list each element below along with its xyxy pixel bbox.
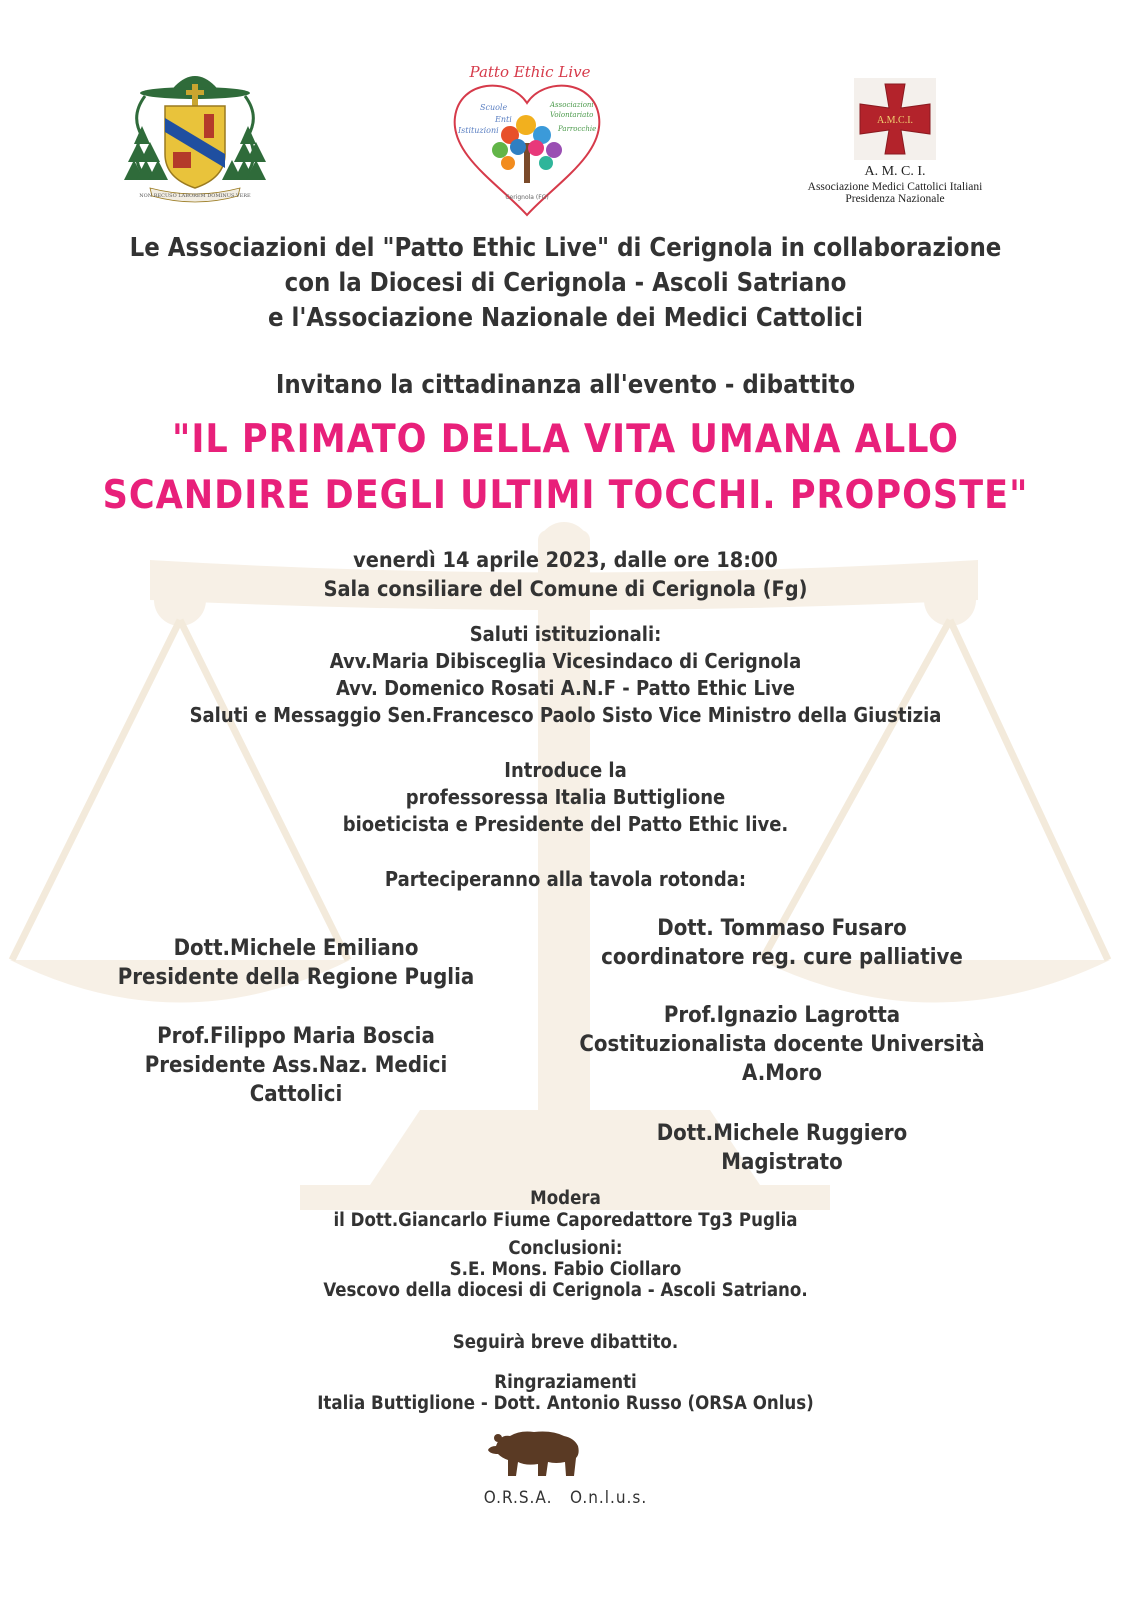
invite-line: Invitano la cittadinanza all'evento - dibattito xyxy=(275,370,856,400)
greetings-heading: Saluti istituzionali: xyxy=(469,622,662,646)
amci-subtitle: Presidenza Nazionale xyxy=(845,193,945,205)
speaker-right-1-role: coordinatore reg. cure palliative xyxy=(601,945,963,970)
speaker-left-2-name: Prof.Filippo Maria Boscia xyxy=(157,1024,435,1049)
patto-word-associazioni: Associazioni xyxy=(550,101,594,109)
speaker-right-2-role-1: Costituzionalista docente Università xyxy=(579,1032,985,1057)
event-venue: Sala consiliare del Comune di Cerignola (Fg) xyxy=(323,577,808,602)
patto-word-scuole: Scuole xyxy=(480,103,508,112)
amci-badge: A.M.C.I. xyxy=(876,115,914,126)
diocese-motto: NON RECUSO LABOREM DOMINUS VERE xyxy=(139,193,251,199)
speaker-left-1-name: Dott.Michele Emiliano xyxy=(173,936,419,961)
amci-name: Associazione Medici Cattolici Italiani xyxy=(807,181,983,193)
orsa-label: O.R.S.A. O.n.l.u.s. xyxy=(483,1488,648,1508)
speaker-left-2-role-2: Cattolici xyxy=(249,1082,343,1107)
patto-word-parrocchie: Parrocchie xyxy=(558,125,597,133)
amci-cross-icon xyxy=(854,78,936,160)
speaker-right-1-name: Dott. Tommaso Fusaro xyxy=(657,916,907,941)
event-date: venerdì 14 aprile 2023, dalle ore 18:00 xyxy=(353,548,778,573)
header-line-2: con la Diocesi di Cerignola - Ascoli Satriano xyxy=(284,268,847,298)
intro-line-1: Introduce la xyxy=(504,758,627,782)
intro-line-2: professoressa Italia Buttiglione xyxy=(405,785,726,809)
speaker-left-1-role: Presidente della Regione Puglia xyxy=(117,965,475,990)
greeting-line-3: Saluti e Messaggio Sen.Francesco Paolo Sisto Vice Ministro della Giustizia xyxy=(189,703,942,727)
thanks-line: Italia Buttiglione - Dott. Antonio Russo (ORSA Onlus) xyxy=(317,1393,814,1414)
amci-logo xyxy=(790,78,1000,205)
round-table-heading: Parteciperanno alla tavola rotonda: xyxy=(384,867,747,891)
diocese-coat-of-arms-icon xyxy=(120,66,270,206)
greeting-line-1: Avv.Maria Dibisceglia Vicesindaco di Cerignola xyxy=(329,649,802,673)
patto-word-istituzioni: Istituzioni xyxy=(458,126,499,135)
speaker-right-2-name: Prof.Ignazio Lagrotta xyxy=(663,1003,901,1028)
moderator-line: il Dott.Giancarlo Fiume Caporedattore Tg3 Puglia xyxy=(333,1210,798,1231)
event-title-line-1: "IL PRIMATO DELLA VITA UMANA ALLO xyxy=(172,417,959,462)
patto-word-enti: Enti xyxy=(495,115,512,124)
greeting-line-2: Avv. Domenico Rosati A.N.F - Patto Ethic Live xyxy=(335,676,796,700)
patto-word-volontariato: Volontariato xyxy=(550,111,594,119)
moderator-heading: Modera xyxy=(530,1188,601,1209)
debate-note: Seguirà breve dibattito. xyxy=(452,1332,679,1353)
conclusions-line-1: S.E. Mons. Fabio Ciollaro xyxy=(449,1259,682,1280)
patto-logo-title: Patto Ethic Live xyxy=(469,63,591,81)
header-line-3: e l'Associazione Nazionale dei Medici Cattolici xyxy=(267,303,864,333)
speaker-right-2-role-2: A.Moro xyxy=(742,1061,822,1086)
conclusions-heading: Conclusioni: xyxy=(508,1238,623,1259)
intro-line-3: bioeticista e Presidente del Patto Ethic live. xyxy=(342,812,789,836)
thanks-heading: Ringraziamenti xyxy=(494,1372,637,1393)
amci-acronym: A. M. C. I. xyxy=(864,164,926,179)
patto-place: Cerignola (FG) xyxy=(505,194,549,201)
header-line-1: Le Associazioni del "Patto Ethic Live" di Cerignola in collaborazione xyxy=(129,233,1002,263)
speaker-left-2-role-1: Presidente Ass.Naz. Medici xyxy=(144,1053,448,1078)
speaker-right-3-role: Magistrato xyxy=(721,1150,843,1175)
orsa-bear-icon xyxy=(486,1424,586,1484)
speaker-right-3-name: Dott.Michele Ruggiero xyxy=(656,1121,908,1146)
patto-ethic-live-logo-icon xyxy=(440,55,615,225)
event-title-line-2: SCANDIRE DEGLI ULTIMI TOCCHI. PROPOSTE" xyxy=(102,473,1029,518)
conclusions-line-2: Vescovo della diocesi di Cerignola - Ascoli Satriano. xyxy=(323,1280,808,1301)
